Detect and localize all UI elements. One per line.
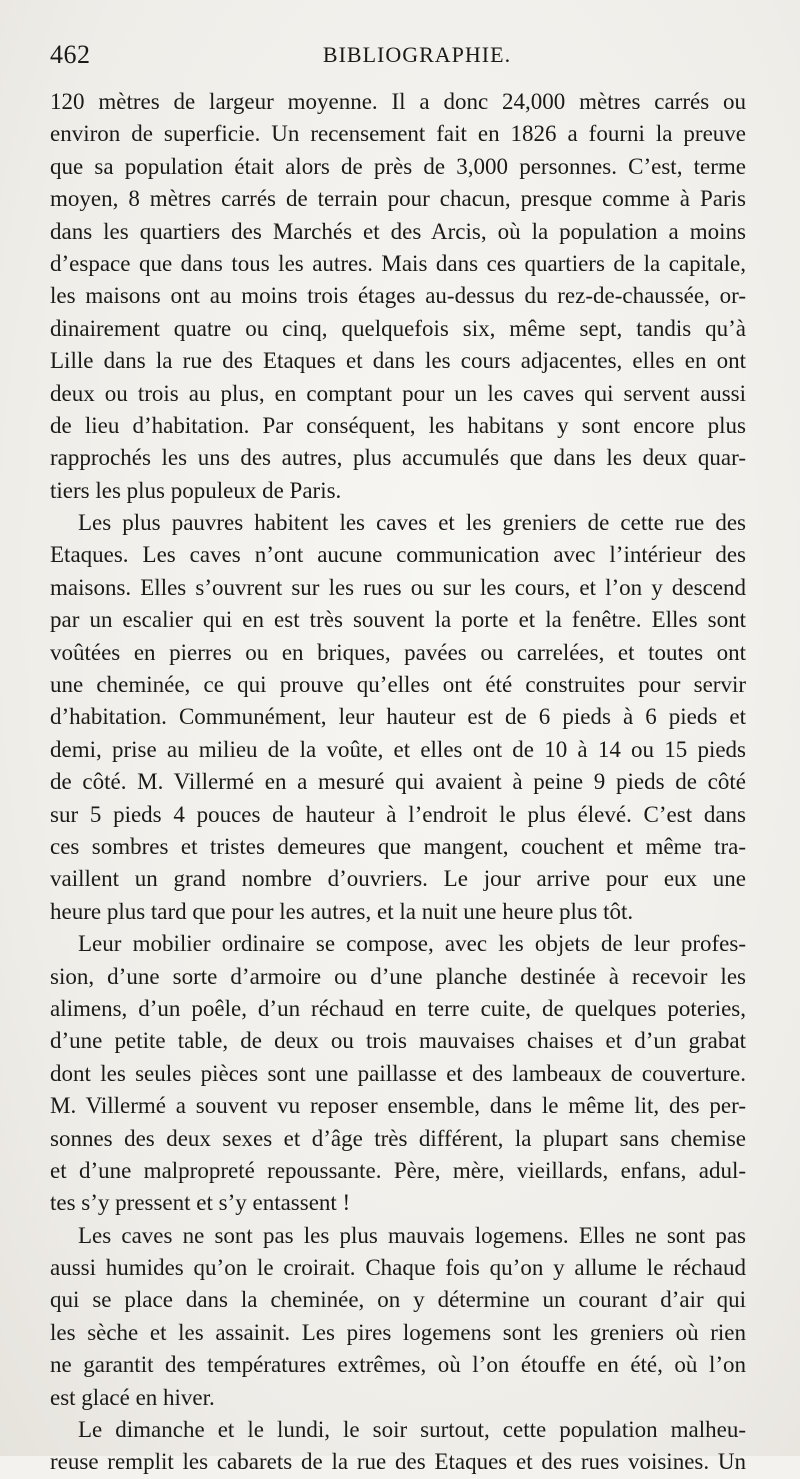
text-line: d’habitation. Communément, leur hauteur est de 6 pieds à 6 pieds et: [50, 704, 746, 730]
running-title: BIBLIOGRAPHIE.: [322, 42, 512, 67]
text-line: 120 mètres de largeur moyenne. Il a donc 24,000 mètres carrés ou: [50, 89, 746, 114]
text-line: dans les quartiers des Marchés et des Arcis, où la population a moins: [50, 218, 746, 244]
text-line: d’espace que dans tous les autres. Mais dans ces quartiers de la capitale,: [50, 250, 746, 276]
text-line: M. Villermé a souvent vu reposer ensemble, dans le même lit, des per-: [50, 1093, 746, 1119]
text-line: environ de superficie. Un recensement fait en 1826 a fourni la preuve: [50, 121, 746, 147]
text-line: sur 5 pieds 4 pouces de hauteur à l’endroit le plus élevé. C’est dans: [50, 801, 746, 827]
body-text: [50, 86, 746, 1479]
text-line: et d’une malpropreté repoussante. Père, mère, vieillards, enfans, adul-: [50, 1157, 746, 1183]
text-line: Les plus pauvres habitent les caves et les greniers de cette rue des: [78, 510, 746, 536]
text-line: deux ou trois au plus, en comptant pour un les caves qui servent aussi: [50, 380, 746, 406]
page-number: 462: [50, 40, 91, 69]
text-line: de lieu d’habitation. Par conséquent, les habitans y sont encore plus: [50, 412, 746, 438]
text-line: est glacé en hiver.: [50, 1384, 215, 1410]
text-line: ces sombres et tristes demeures que mangent, couchent et même tra-: [50, 833, 746, 859]
text-line: les sèche et les assainit. Les pires logemens sont les greniers où rien: [50, 1319, 746, 1345]
text-line: sion, d’une sorte d’armoire ou d’une planche destinée à recevoir les: [50, 963, 746, 989]
text-line: Etaques. Les caves n’ont aucune communication avec l’intérieur des: [50, 542, 746, 568]
text-line: par un escalier qui en est très souvent la porte et la fenêtre. Elles sont: [50, 607, 746, 633]
text-line: Le dimanche et le lundi, le soir surtout, cette population malheu-: [78, 1417, 746, 1443]
text-line: reuse remplit les cabarets de la rue des Etaques et des rues voisines. Un: [50, 1449, 746, 1475]
text-line: heure plus tard que pour les autres, et la nuit une heure plus tôt.: [50, 898, 634, 924]
text-line: Les caves ne sont pas les plus mauvais logemens. Elles ne sont pas: [78, 1222, 746, 1248]
text-line: les maisons ont au moins trois étages au-dessus du rez-de-chaussée, or-: [50, 283, 746, 309]
text-line: alimens, d’un poêle, d’un réchaud en terre cuite, de quelques poteries,: [50, 995, 746, 1021]
text-line: Leur mobilier ordinaire se compose, avec les objets de leur profes-: [78, 931, 746, 957]
text-line: rapprochés les uns des autres, plus accumulés que dans les deux quar-: [50, 445, 746, 471]
text-line: maisons. Elles s’ouvrent sur les rues ou sur les cours, et l’on y descend: [50, 574, 746, 600]
text-line: vaillent un grand nombre d’ouvriers. Le jour arrive pour eux une: [50, 866, 746, 892]
text-line: demi, prise au milieu de la voûte, et elles ont de 10 à 14 ou 15 pieds: [50, 736, 746, 762]
text-line: moyen, 8 mètres carrés de terrain pour chacun, presque comme à Paris: [50, 186, 746, 212]
text-line: sonnes des deux sexes et d’âge très différent, la plupart sans chemise: [50, 1125, 746, 1151]
text-line: une cheminée, ce qui prouve qu’elles ont été construites pour servir: [50, 672, 746, 698]
text-line: ne garantit des températures extrêmes, où l’on étouffe en été, où l’on: [50, 1352, 746, 1378]
text-line: qui se place dans la cheminée, on y détermine un courant d’air qui: [50, 1287, 746, 1313]
text-line: aussi humides qu’on le croirait. Chaque fois qu’on y allume le réchaud: [50, 1255, 746, 1281]
text-line: Lille dans la rue des Etaques et dans les cours adjacentes, elles en ont: [50, 348, 746, 374]
text-line: dinairement quatre ou cinq, quelquefois six, même sept, tandis qu’à: [50, 315, 746, 341]
text-line: que sa population était alors de près de 3,000 personnes. C’est, terme: [50, 153, 746, 179]
text-line: tes s’y pressent et s’y entassent !: [50, 1190, 351, 1216]
text-line: voûtées en pierres ou en briques, pavées ou carrelées, et toutes ont: [50, 639, 746, 665]
page-header: [50, 40, 748, 80]
text-line: tiers les plus populeux de Paris.: [50, 477, 342, 503]
text-line: d’une petite table, de deux ou trois mauvaises chaises et d’un grabat: [50, 1028, 746, 1054]
text-line: de côté. M. Villermé en a mesuré qui avaient à peine 9 pieds de côté: [50, 769, 746, 795]
text-line: dont les seules pièces sont une paillasse et des lambeaux de couverture.: [50, 1060, 746, 1086]
